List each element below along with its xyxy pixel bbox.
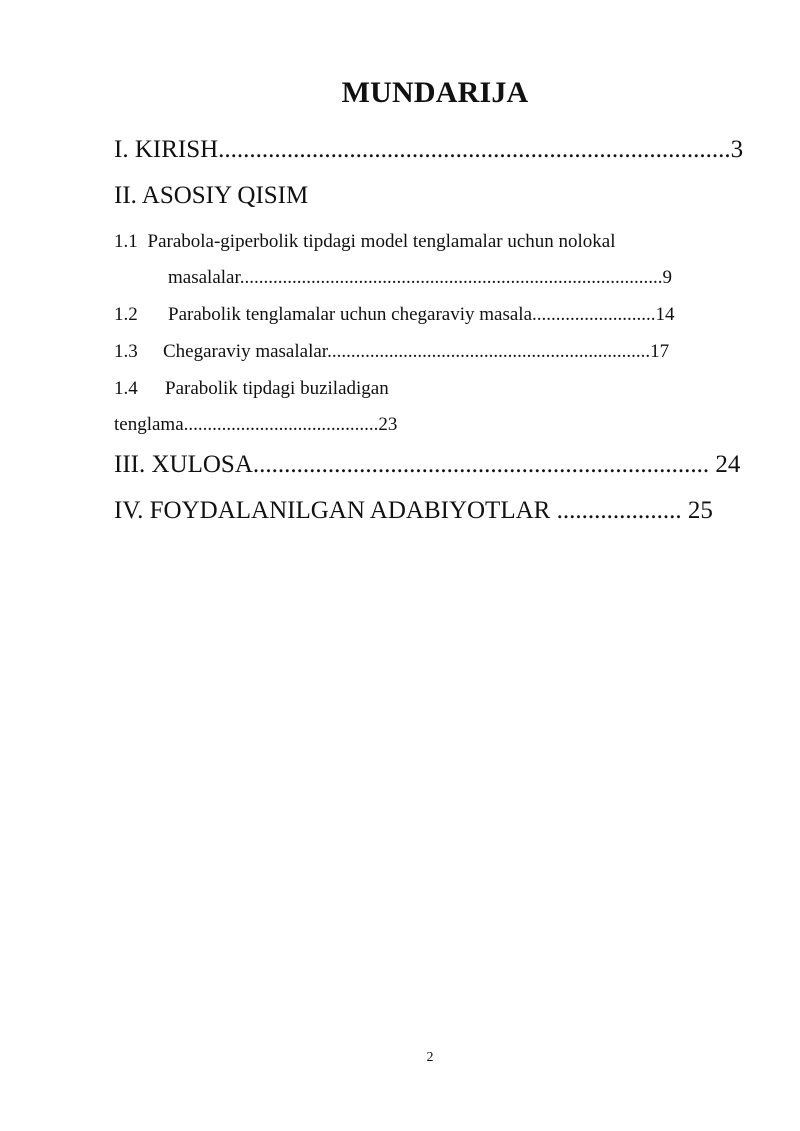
toc-entry-label: Parabolik tenglamalar uchun chegaraviy masala — [168, 304, 533, 325]
toc-entry-page: 17 — [650, 341, 670, 362]
page-number: 2 — [426, 1050, 434, 1065]
toc-entry-number: 1.3 — [114, 341, 138, 362]
toc-entry-adabiyotlar[interactable] — [114, 497, 746, 525]
toc-entry-label: III. XULOSA — [114, 451, 253, 478]
toc-entry-1-4-line2[interactable] — [114, 414, 397, 436]
toc-entry-1-2[interactable] — [114, 304, 744, 326]
toc-entry-dots: .................... — [550, 497, 682, 524]
toc-entry-label: IV. FOYDALANILGAN ADABIYOTLAR — [114, 497, 551, 524]
toc-entry-page: 14 — [655, 304, 675, 325]
toc-entry-label: Parabola-giperbolik tipdagi model tenglamalar uchun nolokal — [147, 231, 616, 252]
toc-entry-label: tenglama — [114, 414, 184, 435]
toc-entry-dots: ......................................................................... — [252, 451, 710, 478]
toc-entry-label: Parabolik tipdagi buziladigan — [165, 378, 389, 399]
toc-entry-label: Chegaraviy masalalar — [163, 341, 328, 362]
toc-entry-number: 1.4 — [114, 378, 138, 399]
toc-entry-page: 23 — [378, 414, 398, 435]
toc-entry-number: 1.2 — [114, 304, 138, 325]
toc-entry-1-1-line2[interactable] — [168, 267, 741, 289]
toc-entry-1-1-line1[interactable] — [114, 231, 616, 253]
toc-entry-number: 1.1 — [114, 231, 138, 252]
page-title: MUNDARIJA — [341, 76, 529, 109]
toc-entry-page: 3 — [730, 136, 744, 163]
toc-entry-kirish[interactable] — [114, 136, 746, 164]
toc-section-label: II. ASOSIY QISIM — [114, 182, 309, 209]
toc-entry-page: 25 — [681, 497, 713, 524]
toc-entry-dots: .......................... — [532, 304, 656, 325]
toc-entry-dots: .................................................................... — [327, 341, 651, 362]
toc-entry-dots: .................................................................................. — [218, 136, 731, 163]
toc-section-asosiy — [114, 182, 308, 210]
toc-entry-1-4-line1[interactable] — [114, 378, 389, 400]
toc-entry-label: I. KIRISH — [114, 136, 219, 163]
toc-entry-page: 9 — [662, 267, 672, 288]
toc-entry-dots: ......................................... — [183, 414, 379, 435]
toc-entry-dots: ......................................................................................... — [239, 267, 663, 288]
toc-entry-xulosa[interactable] — [114, 451, 746, 479]
toc-entry-label: masalalar — [168, 267, 240, 288]
toc-entry-1-3[interactable] — [114, 341, 744, 363]
toc-entry-page: 24 — [709, 451, 741, 478]
